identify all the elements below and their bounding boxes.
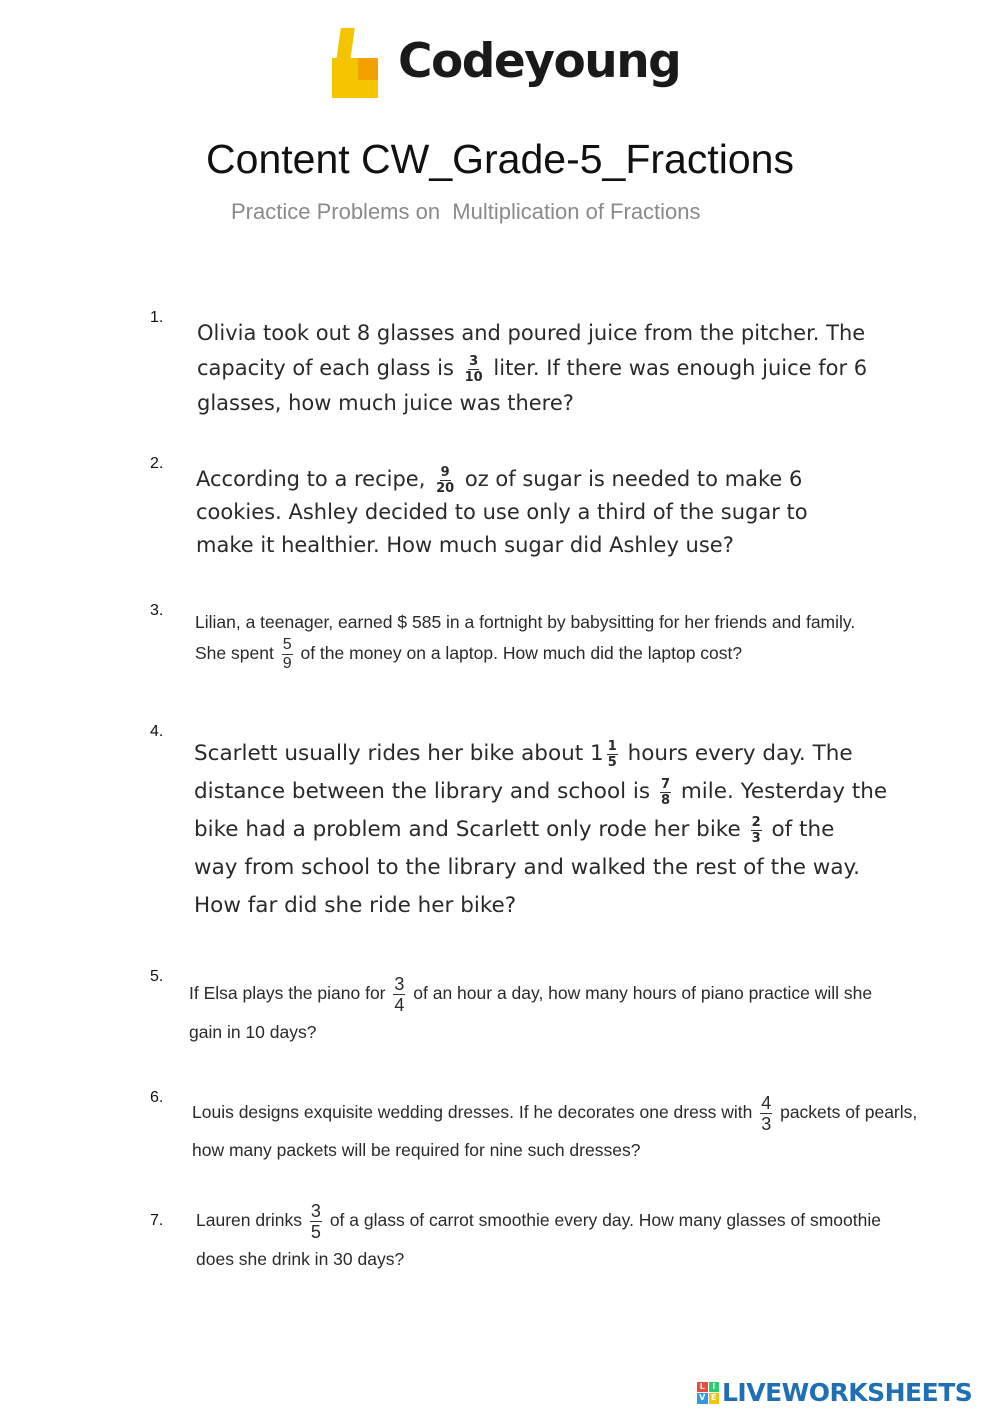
text-line: how many packets will be required for nine such dresses? [192,1140,641,1160]
text-line: How far did she ride her bike? [194,893,517,918]
codeyoung-logo-icon [330,28,386,100]
problem-text [195,607,855,672]
fraction: $\frac{7}{8}$ [660,776,670,808]
problem-number: 3. [150,602,164,619]
liveworksheets-icon: L I V E [697,1382,719,1404]
text-line: Louis designs exquisite wedding dresses. If he decorates one dress with $\frac{4}{3}$ packets of pearls, [192,1093,918,1134]
problem-number: 6. [150,1089,164,1106]
logo-text: Codeyoung [398,33,681,89]
text-line: cookies. Ashley decided to use only a third of the sugar to [196,500,808,524]
problem-text [192,1094,917,1167]
problem-number: 4. [150,723,164,740]
fraction: $\frac{9}{20}$ [436,464,455,496]
text-line: glasses, how much juice was there? [197,391,574,415]
fraction: $\frac{1}{5}$ [607,738,617,770]
liveworksheets-text: LIVEWORKSHEETS [722,1378,973,1407]
problem-text [197,316,867,421]
text-line: distance between the library and school is $\frac{7}{8}$ mile. Yesterday the [194,776,888,808]
problem-text [196,1202,881,1277]
text-line: She spent $\frac{5}{9}$ of the money on a laptop. How much did the laptop cost? [195,636,743,672]
fraction: $\frac{5}{9}$ [282,636,292,672]
text-line: If Elsa plays the piano for $\frac{3}{4}$ of an hour a day, how many hours of piano practice will she [189,974,873,1015]
fraction: $\frac{3}{4}$ [394,974,405,1015]
text-line: According to a recipe, $\frac{9}{20}$ oz of sugar is needed to make 6 [196,464,803,496]
text-line: Olivia took out 8 glasses and poured juice from the pitcher. The [197,321,866,345]
codeyoung-logo [330,26,680,102]
problem-number: 2. [150,455,164,472]
fraction: $\frac{3}{5}$ [310,1201,321,1242]
text-line: capacity of each glass is $\frac{3}{10}$ liter. If there was enough juice for 6 [197,353,868,385]
text-line: bike had a problem and Scarlett only rode her bike $\frac{2}{3}$ of the [194,814,835,846]
problem-number: 1. [150,309,164,326]
problem-text [194,735,887,925]
text-line: Lauren drinks $\frac{3}{5}$ of a glass of carrot smoothie every day. How many glasses of smoothie [196,1201,881,1242]
problem-text [189,975,872,1050]
liveworksheets-logo [697,1378,972,1407]
problem-text [196,463,808,562]
text-line: gain in 10 days? [189,1022,317,1042]
problem-number: 5. [150,968,164,985]
text-line: Scarlett usually rides her bike about 1 $\frac{1}{5}$ hours every day. The [194,738,853,770]
text-line: Lilian, a teenager, earned $ 585 in a fortnight by babysitting for her friends and family. [195,612,856,632]
text-line: does she drink in 30 days? [196,1249,405,1269]
text-line: make it healthier. How much sugar did Ashley use? [196,533,734,557]
page-title: Content CW_Grade-5_Fractions [206,136,794,182]
fraction: $\frac{3}{10}$ [464,353,483,385]
fraction: $\frac{4}{3}$ [761,1093,772,1134]
fraction: $\frac{2}{3}$ [751,814,761,846]
text-line: way from school to the library and walked the rest of the way. [194,855,861,880]
page-subtitle: Practice Problems on Multiplication of Fractions [231,199,701,224]
problem-number: 7. [150,1212,164,1229]
